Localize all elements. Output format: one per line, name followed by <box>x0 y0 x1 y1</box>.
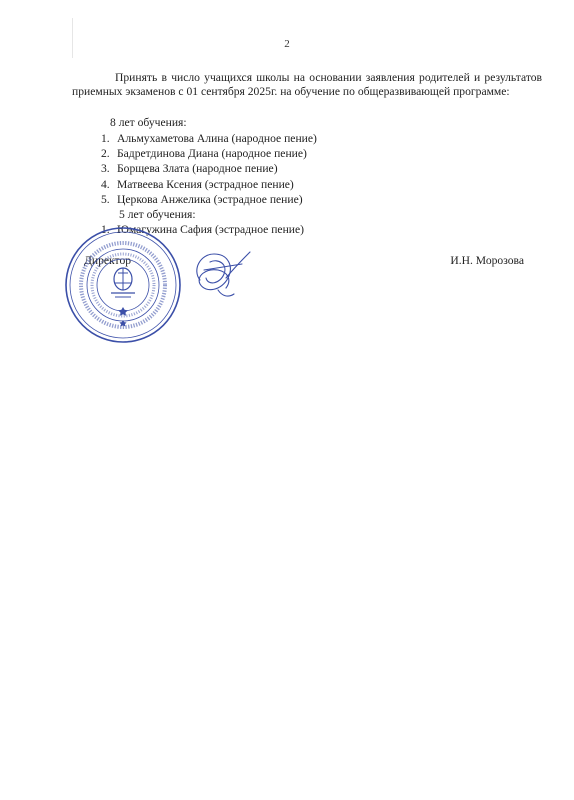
list-item <box>101 146 317 161</box>
list-item-number: 3. <box>101 162 110 176</box>
list-item-number: 4. <box>101 177 110 191</box>
order-paragraph: Принять в число учащихся школы на основании заявления родителей и результатов приемных экзаменов с 01 сентября 2025г. на обучение по общеразвивающей программе: <box>72 71 542 98</box>
director-title: Директор <box>84 254 132 267</box>
group-label-5-years: 5 лет обучения: <box>119 208 196 221</box>
list-item <box>101 177 317 192</box>
group-label-8-years: 8 лет обучения: <box>110 116 187 129</box>
student-list-8-years <box>101 131 317 207</box>
student-name: Матвеева Ксения (эстрадное пение) <box>117 177 294 191</box>
list-item-number: 2. <box>101 147 110 161</box>
list-item <box>101 192 317 207</box>
official-stamp-icon <box>63 225 183 345</box>
handwritten-signature-icon <box>188 240 258 310</box>
list-item <box>101 161 317 176</box>
page-number: 2 <box>284 38 290 50</box>
list-item-number: 1. <box>101 223 110 236</box>
student-name: Бадретдинова Диана (народное пение) <box>117 147 307 161</box>
student-name: Юмагужина Сафия (эстрадное пение) <box>117 223 304 236</box>
list-item-number: 5. <box>101 192 110 206</box>
list-item <box>101 131 317 146</box>
student-name: Борщева Злата (народное пение) <box>117 162 278 176</box>
student-name: Церкова Анжелика (эстрадное пение) <box>117 192 303 206</box>
list-item-number: 1. <box>101 132 110 145</box>
student-name: Альмухаметова Алина (народное пение) <box>117 132 317 145</box>
director-name: И.Н. Морозова <box>450 254 524 267</box>
